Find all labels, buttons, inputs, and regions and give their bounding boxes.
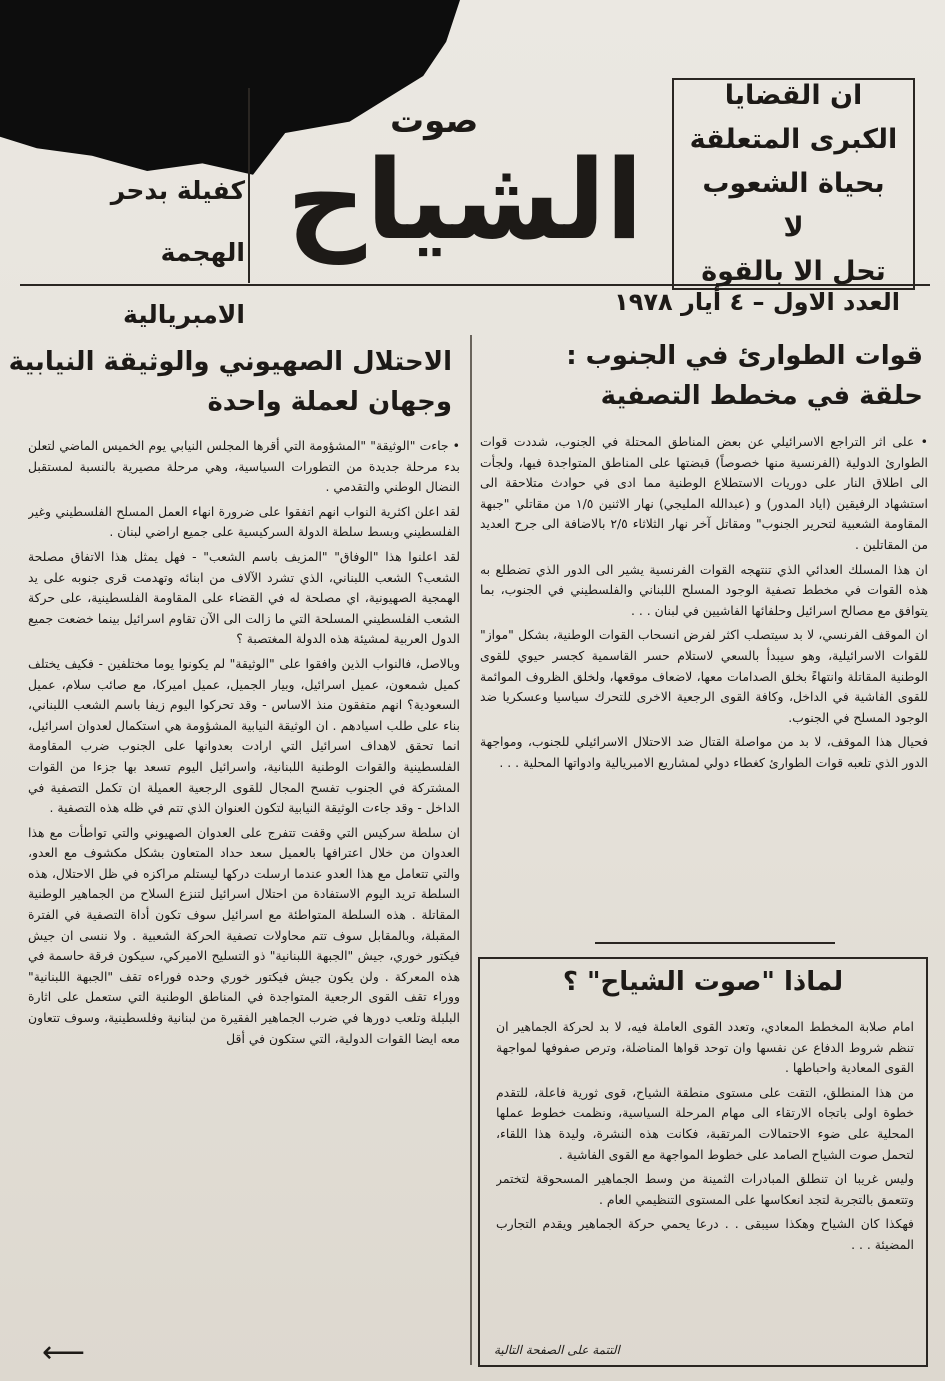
article-paragraph: ان الموقف الفرنسي، لا بد سيتصلب اكثر لفرض انسحاب القوات الوطنية، بشكل "مواز" للقوات الاسرائيلية، وهو سيبدأ بالسعي لاستلام حسر القاسمية كجسر حيوي للقوى الوطنية المقاتلة وانتهاءً بخلق الصدامات معها، لاضعاف موقعها، ولخلق الظروف الموائمة للقوى الفاشية في الداخل، وكافة القوى الرجعية الاخرى للتحرك سياسيا وعسكريا ضد الوجود المسلح في الجنوب. [480,627,928,725]
article-paragraph: ان هذا المسلك العدائي الذي تنتهجه القوات الفرنسية يشير الى الدور الذي تضطلع به هذه القوات في مخطط تصفية الوجود المسلح اللبناني والفلسطيني في الجنوب، بما يتوافق مع مصالح اسرائيل وحلفائها الفاشيين في لبنان . . . [480,561,928,618]
quote-line: الكبرى المتعلقة [689,124,898,155]
slogan-line: كفيلة بدحر [110,176,245,205]
quote-line: لا [783,212,804,243]
quote-line: ان القضايا [724,80,863,111]
box-paragraph: وليس غريبا ان تنطلق المبادرات الثمينة من وسط الجماهير المسحوقة لتختمر وتتعمق بالتجربة لتجد انعكاسها على المستوى التنظيمي العام . [496,1171,914,1207]
left-headline-line2: وجهان لعملة واحدة [207,387,452,417]
box-footer: التتمة على الصفحة التالية [494,1343,620,1357]
quote-line: تحل الا بالقوة [701,256,886,287]
article-paragraph: فحيال هذا الموقف، لا بد من مواصلة القتال ضد الاحتلال الاسرائيلي للجنوب، ومواجهة الدور الذي تلعبه قوات الطوارئ كغطاء دولي لمشاريع الامبريالية وادواتها المحلية . . . [480,734,928,770]
masthead-small-title: صوت [390,101,479,141]
box-paragraph: فهكذا كان الشياح وهكذا سيبقى . . درعا يحمي حركة الجماهير ويقدم التجارب المضيئة . . . [496,1216,914,1252]
masthead [260,95,670,285]
left-headline-line1: الاحتلال الصهيوني والوثيقة النيابية [8,347,452,377]
header-divider-left [248,88,250,283]
box-paragraph: من هذا المنطلق، التقت على مستوى منطقة الشياح، قوى ثورية فاعلة، للتقدم خطوة اولى باتجاه الارتقاء الى مهام المرحلة السياسية، ونظمت خطوط عملها المحلية على ضوء الاحتمالات المرتقبة، فكانت هذه النشرة، وليدة هذا اللقاء، لتحمل صوت الشياح الصامد على خطوط المواجهة مع القوى الفاشية . [496,1084,914,1162]
issue-line: العدد الاول – ٤ أيار ١٩٧٨ [614,288,900,316]
left-article-body [28,436,460,1334]
column-divider [470,335,472,1365]
article-paragraph: ان سلطة سركيس التي وقفت تتفرج على العدوان الصهيوني والتي تواطأت مع هذا العدوان من خلال اعترافها بالعميل سعد حداد المتعاون بشكل مكشوف مع العدو، والتي تتعامل مع هذا العدو عندما ارسلت دركها ليستلم مراكزه في ظل الاحتلال، هذه السلطة تريد اليوم الاستفادة من احتلال اسرائيل لتنزع السلاح من الجماهير الوطنية المقاتلة . هذه السلطة المتواطئة مع اسرائيل سوف تكون أداة التصفية في الفترة المقبلة، وبالمقابل سوف تتم محاولات تصفية الحركة الشعبية . ولا ننسى ان جيش فيكتور خوري، جيش "الجبهة اللبنانية" ذو التسليح الاميركي، سيكون فرقة حاسمة في هذه المعركة . ولن يكون جيش فيكتور خوري وحده فوراءه تقف "الجبهة اللبنانية" ووراء تقف القوى الرجعية المتواجدة في المناطق الوطنية التي ستعمل على اثارة البلبلة وتلعب دورها في ضرب الجماهير الفقيرة من لبنانية وفلسطينية، وسوف تتعاون معه ايضا القوات الدولية، التي ستكون في أقل [28,824,460,1046]
right-article-body [480,432,928,932]
right-headline-line1: قوات الطوارئ في الجنوب : [566,341,923,371]
article-paragraph: وبالاصل، فالنواب الذين وافقوا على "الوثيقة" لم يكونوا يوما مختلفين - فكيف يختلف كميل شمعون، عميل اسرائيل، وبيار الجميل، عميل اميركا، مع صائب سلام، عميل السعودية؟ انهم متفقون منذ الاساس - وقد تحركوا اليوم زيفا باسم الشعب اللبناني، بناء على طلب اسيادهم . ان الوثيقة النيابية المشؤومة هي استكمال لعدوان اسرائيل، انما تحقق لاهداف اسرائيل التي ارادت بعدوانها على الجنوب ضرب المقاومة الفلسطينية والقوات الوطنية اللبنانية، واسرائيل اليوم تسعد بها جزءا من القوات المشتركة في الجنوب تفسح المجال للقوى الرجعية العميلة ان تكمل التصفية في الداخل - وقد جاءت الوثيقة النيابية لتكون العنوان الذي تتم في ظله هذه التصفية . [28,655,460,816]
quote-box [672,78,915,290]
right-headline-line2: حلقة في مخطط التصفية [600,381,923,411]
article-separator [595,942,835,944]
quote-line: بحياة الشعوب [702,168,885,199]
continue-arrow-icon: ⟵ [42,1335,86,1370]
masthead-title: الشياح [286,136,644,264]
why-box [478,957,928,1367]
slogan [30,160,245,346]
article-paragraph: • على اثر التراجع الاسرائيلي عن بعض المناطق المحتلة في الجنوب، شددت قوات الطوارئ الدولية (الفرنسية منها خصوصاً) قبضتها على المناطق المتواجدة فيها، ولجأت الى اطلاق النار على دوريات الاستطلاع الوطنية مما ادى في حوادث متلاحقة الى استشهاد الرفيقين (اياد المدور) و (عبدالله المليجي) نهار الاثنين ١/٥ من مقاتلي "جبهة المقاومة الشعبية لتحرير الجنوب" ومقاتل آخر نهار الثلاثاء ٢/٥ بالاضافة الى جرح العديد من المقاتلين . [480,434,928,552]
article-paragraph: لقد اعلن اكثرية النواب انهم اتفقوا على ضرورة انهاء العمل المسلح الفلسطيني وغير الفلسطيني وبسط سلطة الدولة السركيسية على جميع اراضي لبنان . [28,503,460,540]
article-paragraph: • جاءت "الوثيقة" "المشؤومة التي أقرها المجلس النيابي يوم الخميس الماضي لتعلن بدء مرحلة جديدة من التطورات السياسية، وهي مرحلة مصيرية بالنسبة لمستقبل النضال الوطني والتقدمي . [28,438,460,495]
slogan-line: الهجمة الامبريالية [123,238,245,329]
article-paragraph: لقد اعلنوا هذا "الوفاق" "المزيف باسم الشعب" - فهل يمثل هذا الاتفاق مصلحة الشعب؟ الشعب اللبناني، الذي تشرد الآلاف من ابنائه وتهدمت قرى جنوبه على يد الهمجية الصهيونية، اي مصلحة له في القضاء على المقاومة الفلسطينية، على حركة الشعب الفلسطيني المسلحة التي ما زالت الى الآن تقاوم اسرائيل بينما خضعت جميع الدول العربية لمشيئة هذه الدولة المغتصبة ؟ [28,548,460,647]
box-title: لماذا "صوت الشياح" ؟ [562,967,844,997]
box-paragraph: امام صلابة المخطط المعادي، وتعدد القوى العاملة فيه، لا بد لحركة الجماهير ان تنظم شروط الدفاع عن نفسها وان توحد قواها المناضلة، وترص صفوفها لمواجهة القوى المعادية واحباطها . [496,1019,914,1076]
box-body [496,1017,914,1339]
